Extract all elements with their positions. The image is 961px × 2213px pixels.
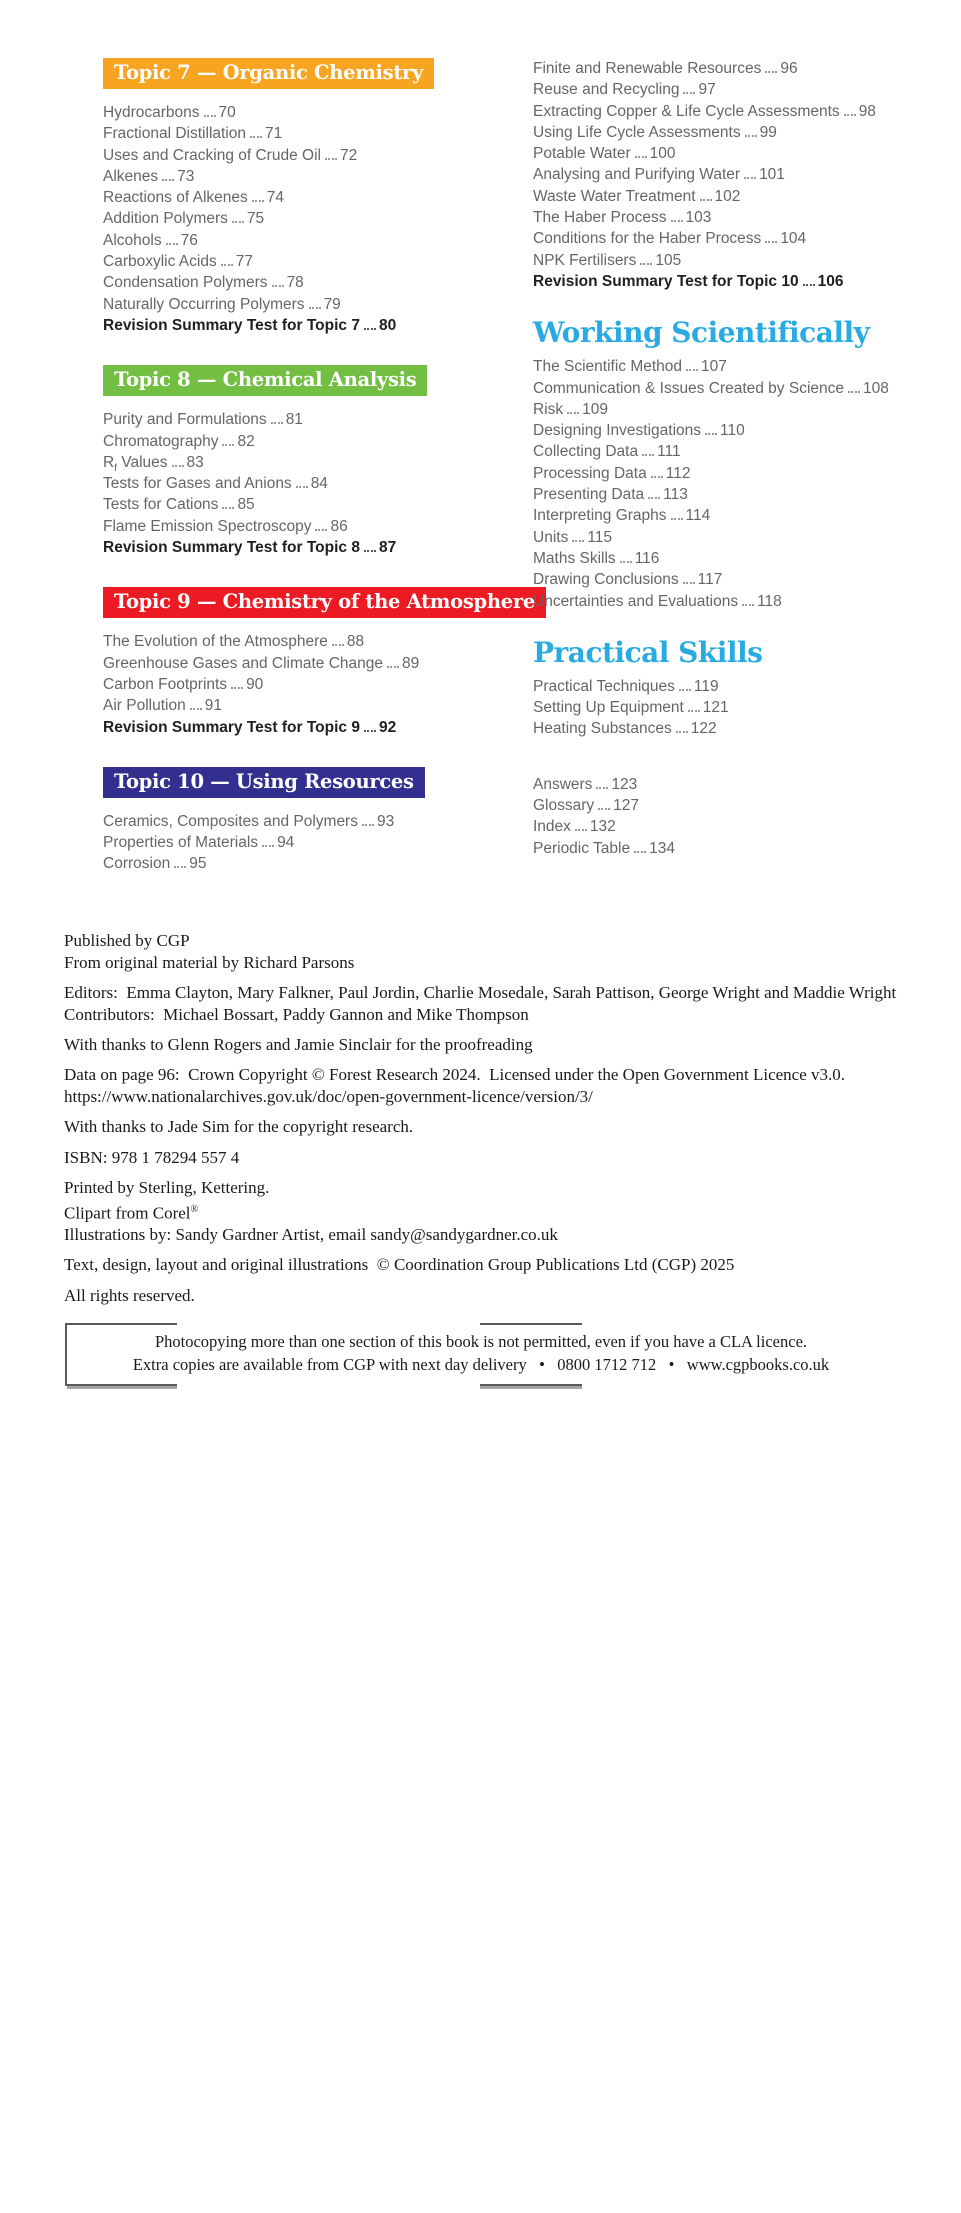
- topic-header-row: [103, 767, 480, 798]
- dotted-leader: [262, 845, 274, 847]
- toc-entry-page: 72: [340, 145, 480, 1505]
- dotted-leader: [634, 851, 646, 853]
- toc-entry: [103, 294, 480, 315]
- toc-entry-label: Carbon Footprints: [103, 675, 228, 693]
- toc-entry-page: 81: [286, 409, 480, 1769]
- colophon-paragraph: Published by CGP From original material by Richard Parsons: [64, 930, 355, 972]
- topic-header: Topic 8 — Chemical Analysis: [103, 365, 427, 396]
- toc-entry-label: Interpreting Graphs: [533, 507, 667, 525]
- colophon-paragraph: Text, design, layout and original illustrations © Coordination Group Publications Ltd (CGP) 2025: [64, 1255, 735, 1275]
- dotted-leader: [705, 433, 717, 435]
- toc-entry-label: Heating Substances: [533, 720, 672, 738]
- toc-entry-label: Drawing Conclusions: [533, 571, 679, 589]
- toc-entry: [103, 409, 480, 430]
- toc-entry: [103, 811, 480, 832]
- dotted-leader: [567, 412, 579, 414]
- dotted-leader: [596, 787, 608, 789]
- toc-entry-page: 98: [859, 101, 905, 1461]
- toc-entry-label: Waste Water Treatment: [533, 187, 696, 205]
- dotted-leader: [387, 666, 399, 668]
- photocopy-notice-box: [65, 1323, 897, 1386]
- dotted-leader: [688, 710, 700, 712]
- toc-entry-label: Reactions of Alkenes: [103, 189, 248, 207]
- toc-entry: [103, 853, 480, 874]
- toc-entry-page: 71: [265, 123, 480, 1483]
- toc-entry-page: 86: [330, 516, 480, 1876]
- toc-entry-label: Alkenes: [103, 167, 159, 185]
- toc-entry: [533, 527, 905, 548]
- dotted-leader: [364, 328, 376, 330]
- toc-entry-list: [103, 409, 480, 558]
- toc-entry: [103, 516, 480, 537]
- dotted-leader: [172, 465, 184, 467]
- toc-entry-page: 91: [205, 695, 480, 2055]
- toc-entry: [103, 832, 480, 853]
- toc-entry-page: 78: [287, 272, 480, 1632]
- toc-entry-label: Revision Summary Test for Topic 10: [533, 272, 799, 290]
- dotted-leader: [635, 156, 647, 158]
- toc-entry-label: Risk: [533, 400, 564, 418]
- toc-entry: [533, 505, 905, 526]
- toc-entry: [533, 569, 905, 590]
- toc-entry-list: [103, 811, 480, 875]
- toc-entry: [103, 653, 480, 674]
- toc-entry-label: Designing Investigations: [533, 422, 702, 440]
- toc-entry: [533, 591, 905, 612]
- dotted-leader: [575, 829, 587, 831]
- colophon-paragraph: ISBN: 978 1 78294 557 4: [64, 1147, 240, 1167]
- dotted-leader: [364, 550, 376, 552]
- toc-entry-page: 73: [177, 166, 480, 1526]
- toc-entry: [533, 143, 905, 164]
- toc-entry: [533, 795, 905, 816]
- dotted-leader: [679, 689, 691, 691]
- toc-entry: [103, 230, 480, 251]
- toc-entry: [103, 251, 480, 272]
- dotted-leader: [222, 444, 234, 446]
- toc-entry-label: Air Pollution: [103, 697, 186, 715]
- toc-entry-label: Answers: [533, 775, 593, 793]
- toc-entry: [533, 271, 905, 292]
- dotted-leader: [640, 263, 652, 265]
- toc-entry-label: Presenting Data: [533, 486, 645, 504]
- toc-entry-page: 87: [379, 537, 480, 1897]
- toc-entry-page: 95: [189, 853, 480, 2213]
- toc-entry-page: 75: [247, 208, 480, 1568]
- toc-entry-page: 94: [277, 832, 480, 2192]
- toc-entry-page: 122: [691, 718, 905, 2078]
- dotted-leader: [620, 561, 632, 563]
- toc-entry-label: Tests for Cations: [103, 496, 219, 514]
- toc-entry-page: 132: [590, 816, 905, 2176]
- toc-entry-label: Analysing and Purifying Water: [533, 166, 741, 184]
- dotted-leader: [221, 264, 233, 266]
- toc-right-column: [533, 58, 905, 875]
- dotted-leader: [671, 220, 683, 222]
- dotted-leader: [745, 135, 757, 137]
- dotted-leader: [315, 529, 327, 531]
- toc-entry-label: Fractional Distillation: [103, 125, 246, 143]
- toc-entry-page: 121: [703, 697, 905, 2057]
- section-heading: Working Scientifically: [533, 316, 870, 350]
- dotted-leader: [848, 391, 860, 393]
- toc-entry-page: 115: [587, 527, 905, 1887]
- colophon-paragraph: All rights reserved.: [64, 1285, 195, 1305]
- colophon-paragraph: With thanks to Jade Sim for the copyright research.: [64, 1117, 414, 1137]
- toc-entry-page: 99: [760, 122, 905, 1482]
- toc-entry: [103, 102, 480, 123]
- toc-entry-label: Extracting Copper & Life Cycle Assessments: [533, 102, 840, 120]
- dotted-leader: [683, 92, 695, 94]
- toc-entry: [533, 548, 905, 569]
- toc-entry-page: 88: [347, 631, 480, 1991]
- toc-entry-label: Revision Summary Test for Topic 7: [103, 316, 360, 334]
- toc-entry-label: The Scientific Method: [533, 358, 683, 376]
- toc-entry-page: 70: [219, 102, 481, 1462]
- toc-entry-label: Finite and Renewable Resources: [533, 60, 762, 77]
- toc-entry-page: 92: [379, 717, 480, 2077]
- topic-header: Topic 9 — Chemistry of the Atmosphere: [103, 587, 546, 618]
- toc-entry-label: Chromatography: [103, 432, 219, 450]
- dotted-leader: [252, 200, 264, 202]
- dotted-leader: [296, 486, 308, 488]
- dotted-leader: [686, 369, 698, 371]
- toc-entry: [533, 399, 905, 420]
- toc-entry-label: Hydrocarbons: [103, 104, 200, 121]
- dotted-leader: [598, 808, 610, 810]
- toc-entry-label: Processing Data: [533, 464, 647, 482]
- colophon-paragraph: Editors: Emma Clayton, Mary Falkner, Paul Jordin, Charlie Mosedale, Sarah Pattison, George Wright and Maddie Wright Contributors: Michael Bossart, Paddy Gannon and Mike Thompson: [64, 982, 897, 1024]
- toc-entry: [103, 431, 480, 452]
- toc-entry-page: 127: [613, 795, 905, 2155]
- dotted-leader: [271, 422, 283, 424]
- toc-entry-label: Greenhouse Gases and Climate Change: [103, 654, 384, 672]
- dotted-leader: [765, 241, 777, 243]
- toc-entry-list: [103, 631, 480, 737]
- section-heading: Practical Skills: [533, 635, 763, 669]
- toc-entry: [533, 186, 905, 207]
- photocopy-notice-line2: Extra copies are available from CGP with next day delivery • 0800 1712 712 • www.cgpbooks.co.uk: [132, 1355, 830, 1375]
- toc-entry-label: Uses and Cracking of Crude Oil: [103, 146, 321, 164]
- dotted-leader: [362, 824, 374, 826]
- toc-entry-label: Uncertainties and Evaluations: [533, 592, 739, 610]
- photocopy-notice-line1: Photocopying more than one section of this book is not permitted, even if you have a CLA licence.: [154, 1331, 808, 1351]
- toc-entry-label: Alcohols: [103, 231, 162, 249]
- toc-entry: [103, 631, 480, 652]
- toc-entry-page: 79: [324, 294, 480, 1654]
- dotted-leader: [332, 644, 344, 646]
- toc-entry: [533, 164, 905, 185]
- dotted-leader: [232, 221, 244, 223]
- toc-entry-page: 108: [863, 378, 905, 1738]
- toc-entry-page: 76: [181, 230, 480, 1590]
- toc-entry-page: 97: [698, 79, 905, 1439]
- toc-entry-label: Properties of Materials: [103, 834, 259, 852]
- toc-entry: [103, 537, 480, 558]
- toc-entry: [533, 228, 905, 249]
- toc-entry: [533, 356, 905, 377]
- toc-entry: [103, 674, 480, 695]
- toc-entry: [103, 145, 480, 166]
- toc-entry-label: Reuse and Recycling: [533, 81, 680, 99]
- topic-header-row: [103, 365, 480, 396]
- toc-entry: [533, 676, 905, 697]
- toc-entry-label: Purity and Formulations: [103, 411, 267, 429]
- toc-entry: [533, 718, 905, 739]
- toc-entry-page: 89: [402, 653, 480, 2013]
- toc-entry-page: 82: [237, 431, 480, 1791]
- toc-entry-page: 90: [246, 674, 480, 2034]
- toc-entry-label: Potable Water: [533, 145, 631, 163]
- toc-entry-page: 110: [720, 420, 905, 1780]
- dotted-leader: [222, 507, 234, 509]
- toc-entry: [103, 473, 480, 494]
- toc-entry-page: 93: [377, 811, 480, 2171]
- dotted-leader: [700, 199, 712, 201]
- toc-entry-label: Corrosion: [103, 855, 171, 873]
- toc-entry-page: 100: [650, 143, 905, 1503]
- toc-entry-label: Naturally Occurring Polymers: [103, 295, 305, 313]
- toc-entry-label: Revision Summary Test for Topic 8: [103, 539, 360, 557]
- toc-entry-page: 102: [715, 186, 905, 1546]
- dotted-leader: [744, 177, 756, 179]
- dotted-leader: [162, 179, 174, 181]
- toc-entry-page: 119: [694, 676, 905, 2036]
- toc-entry-label: Addition Polymers: [103, 210, 228, 228]
- dotted-leader: [844, 114, 856, 116]
- toc-entry-page: 107: [701, 356, 905, 1716]
- toc-entry-list: [533, 356, 905, 612]
- dotted-leader: [803, 284, 815, 286]
- toc-entry: [533, 250, 905, 271]
- toc-entry: [533, 484, 905, 505]
- toc-entry: [103, 123, 480, 144]
- toc-entry: [533, 122, 905, 143]
- toc-entry: [533, 441, 905, 462]
- toc-entry-page: 117: [698, 569, 905, 1929]
- dotted-leader: [272, 285, 284, 287]
- dotted-leader: [572, 540, 584, 542]
- toc-entry-page: 84: [311, 473, 480, 1833]
- toc-entry-label: NPK Fertilisers: [533, 251, 637, 269]
- toc-entry-label: Periodic Table: [533, 839, 631, 857]
- dotted-leader: [174, 866, 186, 868]
- toc-entry-list: [533, 58, 905, 292]
- dotted-leader: [642, 454, 654, 456]
- toc-entry-page: 112: [666, 463, 905, 1823]
- dotted-leader: [742, 604, 754, 606]
- dotted-leader: [683, 582, 695, 584]
- toc-entry: [103, 166, 480, 187]
- topic-header-row: [103, 587, 535, 618]
- toc-entry-page: 106: [818, 271, 905, 1631]
- dotted-leader: [204, 115, 216, 117]
- toc-entry: [103, 187, 480, 208]
- topic-header: Topic 10 — Using Resources: [103, 767, 425, 798]
- toc-entry-list: [533, 676, 905, 740]
- dotted-leader: [250, 136, 262, 138]
- toc-entry: [103, 452, 480, 473]
- toc-entry-label: Practical Techniques: [533, 677, 675, 695]
- toc-entry: [103, 494, 480, 515]
- toc-entry-label: Setting Up Equipment: [533, 699, 684, 717]
- toc-entry-label: Using Life Cycle Assessments: [533, 123, 741, 141]
- toc-entry: [103, 717, 480, 738]
- toc-entry-label: The Evolution of the Atmosphere: [103, 633, 328, 651]
- toc-entry-label: Index: [533, 818, 571, 836]
- toc-entry-page: 123: [611, 774, 905, 2134]
- toc-entry: [103, 695, 480, 716]
- dotted-leader: [325, 158, 337, 160]
- toc-entry-label: Tests for Gases and Anions: [103, 475, 292, 493]
- toc-entry-label: Maths Skills: [533, 549, 616, 567]
- toc-entry: [533, 838, 905, 859]
- toc-entry-page: 77: [236, 251, 480, 1611]
- toc-entry: [533, 463, 905, 484]
- toc-entry-label: Revision Summary Test for Topic 9: [103, 718, 360, 736]
- colophon-paragraph: With thanks to Glenn Rogers and Jamie Sinclair for the proofreading: [64, 1034, 533, 1054]
- toc-entry: [533, 79, 905, 100]
- dotted-leader: [676, 731, 688, 733]
- dotted-leader: [190, 708, 202, 710]
- toc-entry-page: 85: [237, 494, 480, 1854]
- toc-entry: [103, 208, 480, 229]
- toc-entry-page: 116: [635, 548, 905, 1908]
- toc-entry-label: Communication & Issues Created by Science: [533, 379, 845, 397]
- toc-entry: [533, 697, 905, 718]
- toc-entry-page: 101: [759, 164, 905, 1524]
- toc-entry: [533, 58, 905, 79]
- topic-header-row: [103, 58, 480, 89]
- dotted-leader: [231, 687, 243, 689]
- dotted-leader: [671, 518, 683, 520]
- dotted-leader: [648, 497, 660, 499]
- toc-entry-label: Flame Emission Spectroscopy: [103, 517, 312, 535]
- toc-entry-label: $R_f$ Values: [103, 453, 168, 474]
- toc-entry-page: 96: [780, 58, 905, 1418]
- toc-entry-page: 113: [663, 484, 905, 1844]
- toc-entry-page: 104: [780, 228, 905, 1588]
- toc-entry-page: 103: [686, 207, 905, 1567]
- toc-entry-page: 83: [187, 452, 480, 1812]
- toc-entry-label: Units: [533, 528, 569, 546]
- dotted-leader: [765, 71, 777, 73]
- dotted-leader: [364, 730, 376, 732]
- toc-entry-page: 118: [757, 591, 905, 1951]
- toc-entry: [533, 774, 905, 795]
- table-of-contents: [0, 0, 961, 875]
- toc-entry-label: Carboxylic Acids: [103, 253, 217, 271]
- dotted-leader: [309, 307, 321, 309]
- toc-entry-page: 109: [582, 399, 905, 1759]
- toc-entry-page: 134: [649, 838, 905, 2198]
- toc-entry: [103, 272, 480, 293]
- topic-header: Topic 7 — Organic Chemistry: [103, 58, 434, 89]
- toc-entry-page: 74: [267, 187, 480, 1547]
- toc-entry: [103, 315, 480, 336]
- toc-entry-list: [103, 102, 480, 336]
- toc-entry-page: 105: [655, 250, 905, 1610]
- toc-entry-page: 111: [657, 441, 905, 1801]
- toc-entry-label: Collecting Data: [533, 443, 639, 461]
- toc-entry-page: 114: [686, 505, 905, 1865]
- dotted-leader: [166, 243, 178, 245]
- toc-left-column: [103, 58, 535, 875]
- colophon-paragraph: Data on page 96: Crown Copyright © Forest Research 2024. Licensed under the Open Government Licence v3.0. https://www.nationalarchives.gov.uk/doc/open-government-licence/version/3/: [64, 1065, 846, 1106]
- dotted-leader: [651, 476, 663, 478]
- toc-entry: [533, 207, 905, 228]
- toc-entry-label: Glossary: [533, 797, 595, 815]
- toc-entry-label: Ceramics, Composites and Polymers: [103, 812, 358, 830]
- toc-entry-label: Conditions for the Haber Process: [533, 230, 762, 248]
- colophon-paragraph: Printed by Sterling, Kettering. Clipart from Corel® Illustrations by: Sandy Gardner Artist, email sandy@sandygardner.co.uk: [64, 1177, 558, 1245]
- toc-entry-label: The Haber Process: [533, 209, 667, 227]
- toc-entry-label: Condensation Polymers: [103, 274, 268, 292]
- toc-entry-page: 80: [379, 315, 480, 1675]
